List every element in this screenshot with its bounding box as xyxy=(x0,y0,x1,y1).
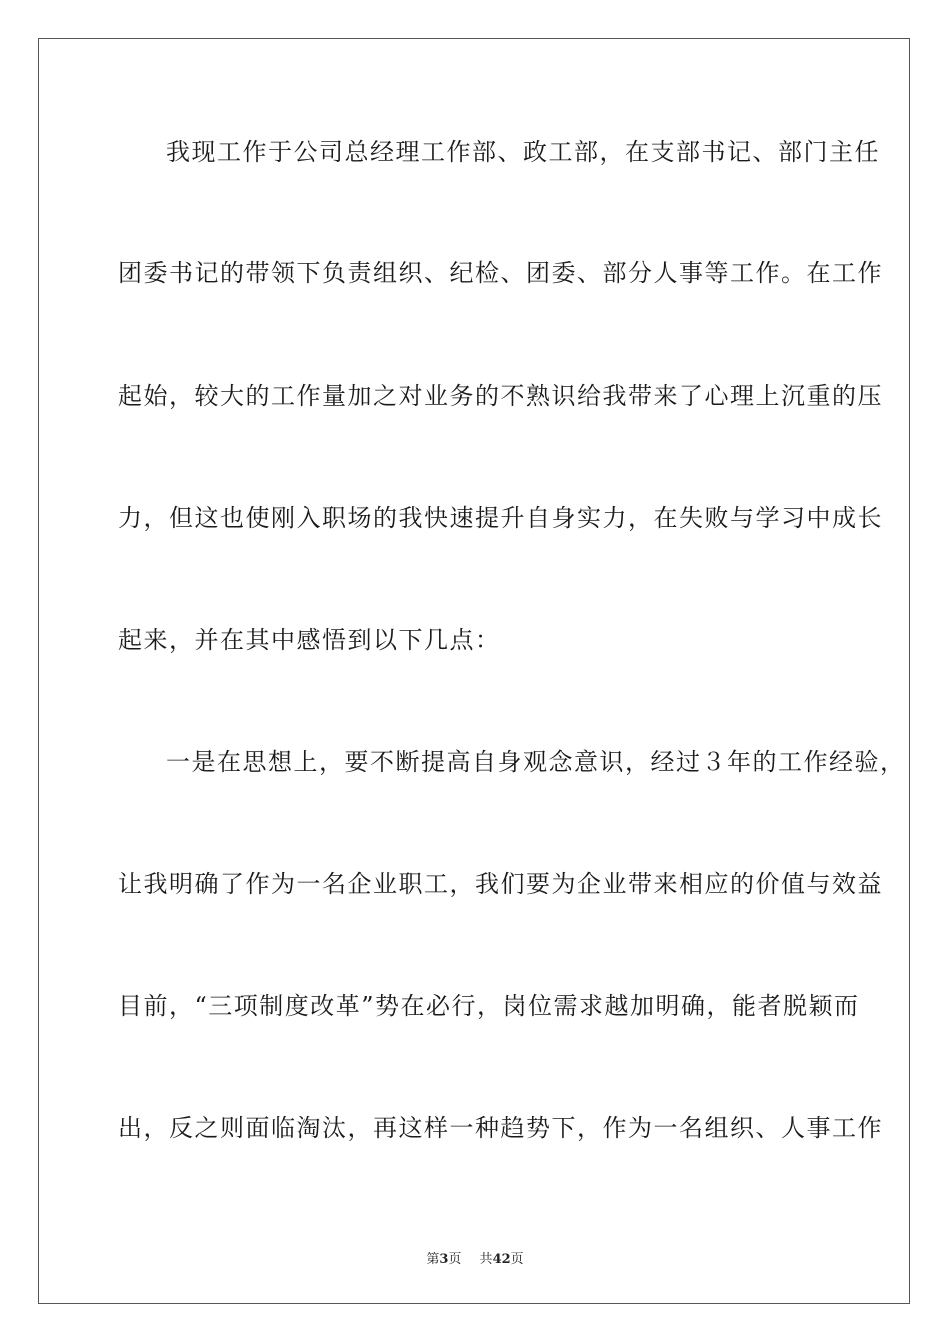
body-text-line: 起始，较大的工作量加之对业务的不熟识给我带来了心理上沉重的压 xyxy=(118,382,883,410)
body-text-line: 力，但这也使刚入职场的我快速提升自身实力，在失败与学习中成长 xyxy=(118,504,883,532)
body-text-line: 我现工作于公司总经理工作部、政工部，在支部书记、部门主任 xyxy=(166,138,880,166)
page-footer xyxy=(0,1248,950,1267)
body-text-line: 一是在思想上，要不断提高自身观念意识，经过３年的工作经验， xyxy=(166,748,906,776)
body-text-line: 目前，“三项制度改革”势在必行，岗位需求越加明确，能者脱颖而 xyxy=(118,992,860,1020)
body-text-line: 起来，并在其中感悟到以下几点： xyxy=(118,626,501,654)
body-text-line: 团委书记的带领下负责组织、纪检、团委、部分人事等工作。在工作 xyxy=(118,259,883,287)
page-number: 第3页 xyxy=(426,1252,462,1267)
body-text-line: 出，反之则面临淘汰，再这样一种趋势下，作为一名组织、人事工作 xyxy=(118,1114,883,1142)
body-text-line: 让我明确了作为一名企业职工，我们要为企业带来相应的价值与效益 xyxy=(118,870,883,898)
page-total: 共42页 xyxy=(479,1252,524,1267)
